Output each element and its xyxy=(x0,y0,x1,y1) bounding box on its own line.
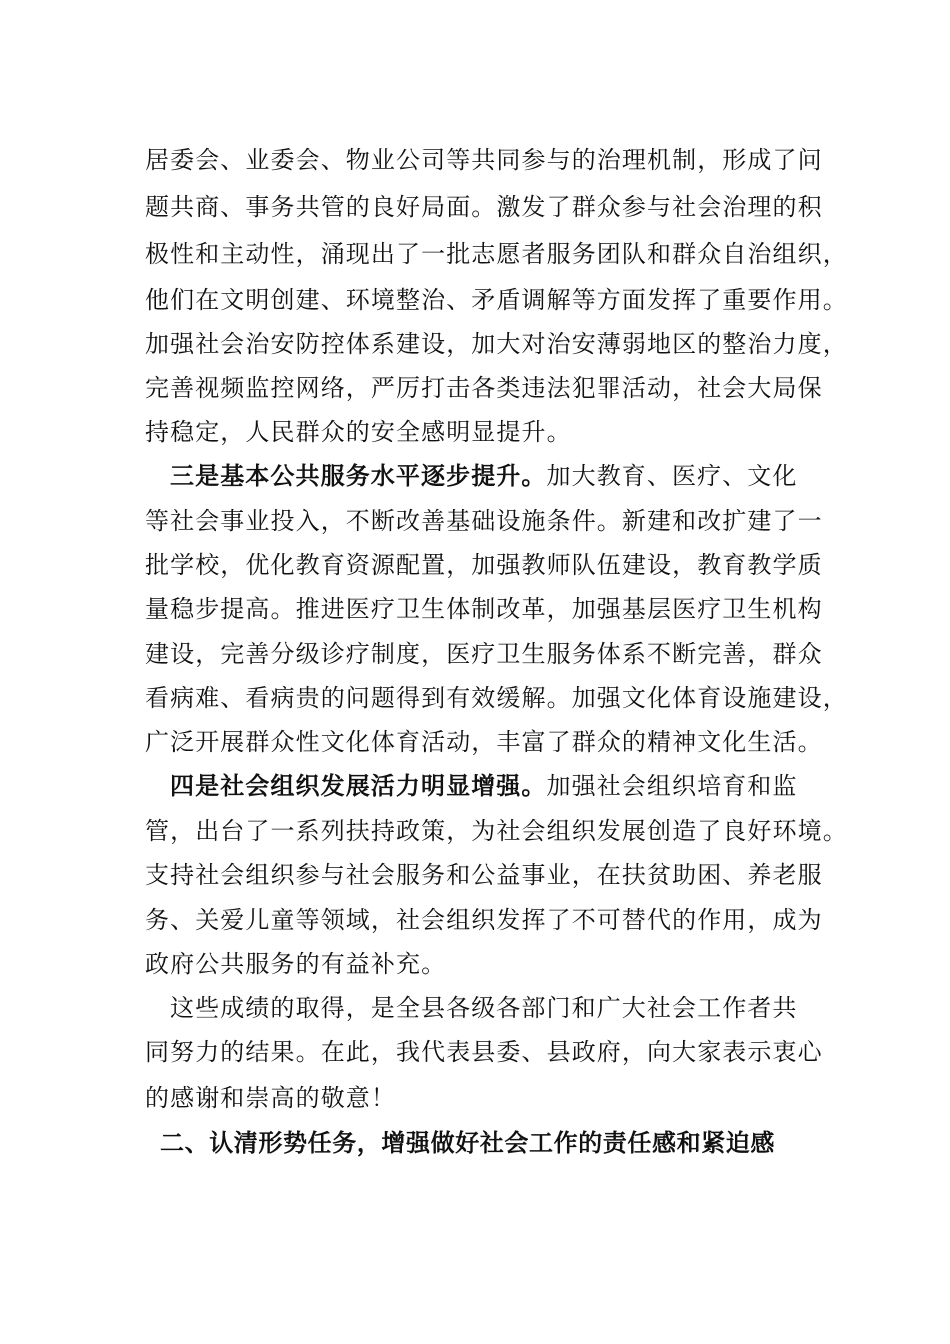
paragraph-line: 居委会、业委会、物业公司等共同参与的治理机制，形成了问 xyxy=(145,146,823,174)
paragraph-line: 极性和主动性，涌现出了一批志愿者服务团队和群众自治组织， xyxy=(145,240,848,268)
paragraph-line: 完善视频监控网络，严厉打击各类违法犯罪活动，社会大局保 xyxy=(145,374,823,402)
bold-lead: 四是社会组织发展活力明显增强。 xyxy=(170,771,547,800)
section-heading: 二、认清形势任务，增强做好社会工作的责任感和紧迫感 xyxy=(160,1129,775,1157)
paragraph-line: 这些成绩的取得，是全县各级各部门和广大社会工作者共 xyxy=(170,994,798,1022)
line-text: 加强社会组织培育和监 xyxy=(546,772,798,800)
paragraph-line: 支持社会组织参与社会服务和公益事业，在扶贫助困、养老服 xyxy=(145,861,823,889)
paragraph-line: 加强社会治安防控体系建设，加大对治安薄弱地区的整治力度， xyxy=(145,330,848,358)
paragraph-line: 政府公共服务的有益补充。 xyxy=(145,950,447,978)
paragraph-line: 批学校，优化教育资源配置，加强教师队伍建设，教育教学质 xyxy=(145,551,823,579)
paragraph-line: 看病难、看病贵的问题得到有效缓解。加强文化体育设施建设， xyxy=(145,684,848,712)
paragraph-line xyxy=(170,771,798,801)
paragraph-line: 等社会事业投入，不断改善基础设施条件。新建和改扩建了一 xyxy=(145,507,823,535)
paragraph-line: 的感谢和崇高的敬意！ xyxy=(145,1084,396,1112)
paragraph-line: 管，出台了一系列扶持政策，为社会组织发展创造了良好环境。 xyxy=(145,817,848,845)
paragraph-line: 他们在文明创建、环境整治、矛盾调解等方面发挥了重要作用。 xyxy=(145,286,848,314)
paragraph-line: 同努力的结果。在此，我代表县委、县政府，向大家表示衷心 xyxy=(145,1038,823,1066)
paragraph-line: 题共商、事务共管的良好局面。激发了群众参与社会治理的积 xyxy=(145,193,823,221)
paragraph-line: 广泛开展群众性文化体育活动，丰富了群众的精神文化生活。 xyxy=(145,728,823,756)
paragraph-line xyxy=(170,461,798,491)
bold-lead: 三是基本公共服务水平逐步提升。 xyxy=(170,461,547,490)
paragraph-line: 量稳步提高。推进医疗卫生体制改革，加强基层医疗卫生机构 xyxy=(145,595,823,623)
paragraph-line: 持稳定，人民群众的安全感明显提升。 xyxy=(145,418,572,446)
line-text: 加大教育、医疗、文化 xyxy=(546,462,798,490)
paragraph-line: 建设，完善分级诊疗制度，医疗卫生服务体系不断完善，群众 xyxy=(145,640,823,668)
paragraph-line: 务、关爱儿童等领域，社会组织发挥了不可替代的作用，成为 xyxy=(145,906,823,934)
